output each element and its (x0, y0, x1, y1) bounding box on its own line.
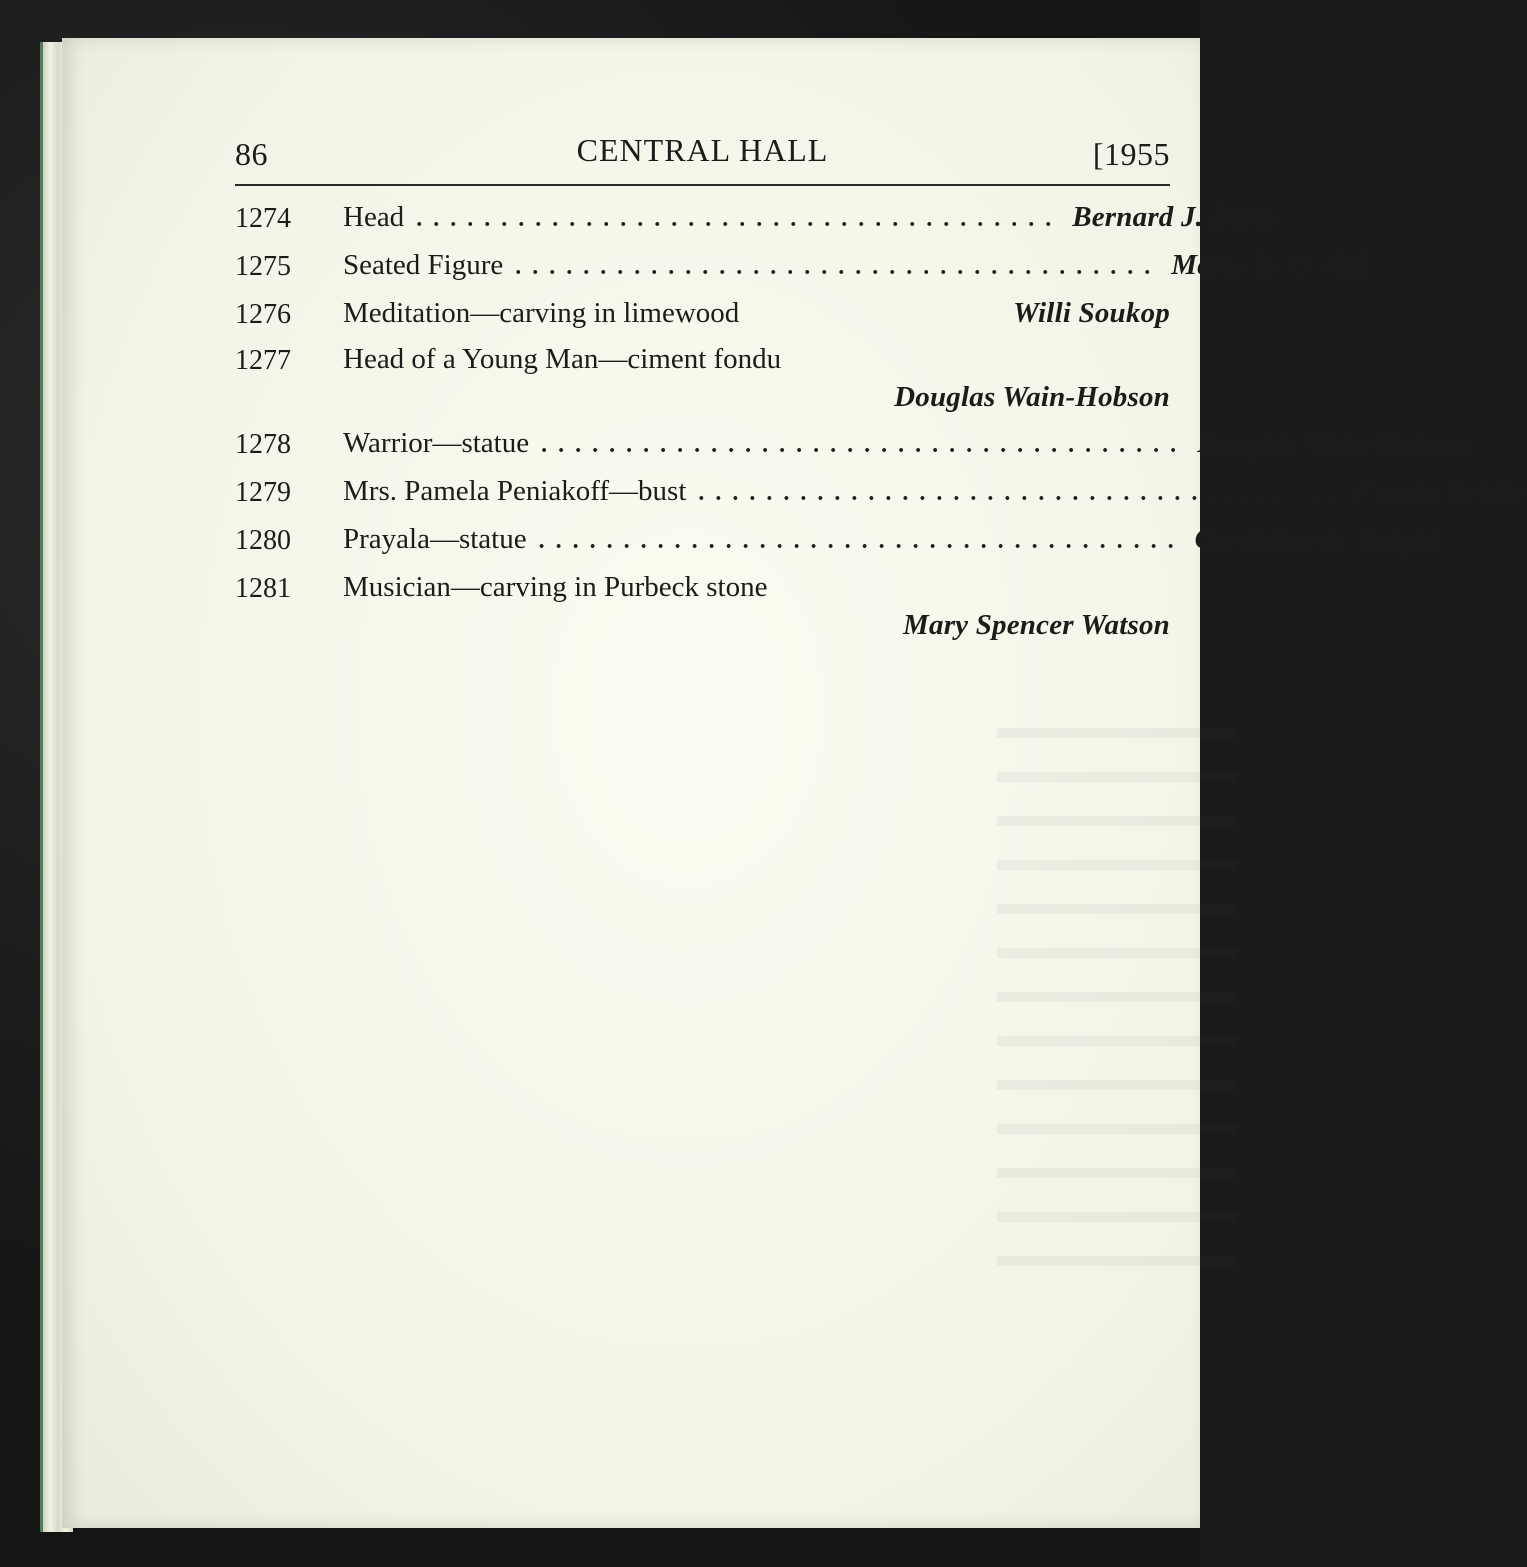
entry-artist: Douglas Wain-Hobson (894, 381, 1170, 413)
entry-title: Mrs. Pamela Peniakoff—bust (343, 475, 687, 507)
catalogue-entry (235, 516, 1440, 564)
entry-title: Meditation—carving in limewood (343, 297, 740, 329)
entry-artist: Marie H. C. Gill (1171, 249, 1371, 281)
entry-number: 1281 (235, 573, 291, 604)
entry-number: 1280 (235, 525, 291, 556)
catalogue-entries (235, 194, 1527, 648)
header-rule (235, 184, 1170, 186)
entry-artist: Bernard J. Davis (1072, 201, 1280, 233)
catalogue-entry (235, 290, 1170, 336)
catalogue-entry (235, 242, 1371, 290)
entry-title: Warrior—statue (343, 427, 530, 459)
entry-number: 1275 (235, 251, 291, 282)
entry-artist: Mary Spencer Watson (903, 609, 1170, 641)
running-head (235, 130, 1170, 178)
entry-number: 1276 (235, 299, 291, 330)
catalogue-entry (235, 564, 1170, 648)
entry-title: Prayala—statue (343, 523, 527, 555)
page-number: 86 (235, 136, 268, 172)
entry-title: Seated Figure (343, 249, 504, 281)
entry-number: 1277 (235, 345, 291, 376)
show-through-text (997, 728, 1237, 1288)
entry-number: 1279 (235, 477, 291, 508)
entry-artist: Geraldine A. Knight (1194, 523, 1440, 555)
dot-leader: ...................................... (698, 480, 1345, 506)
catalogue-entry (235, 336, 1170, 420)
entry-number: 1274 (235, 203, 291, 234)
catalogue-entry (235, 468, 1527, 516)
entry-title: Head (343, 201, 405, 233)
page-content (235, 130, 1527, 648)
dot-leader: ...................................... (541, 432, 1188, 458)
catalogue-year: [1955 (1092, 136, 1170, 172)
entry-artist: Douglas Wain-Hobson (1197, 427, 1473, 459)
entry-number: 1278 (235, 429, 291, 460)
entry-artist: Willi Soukop (1013, 297, 1170, 329)
entry-artist: Franta Belsky (1354, 475, 1527, 507)
catalogue-entry (235, 420, 1473, 468)
dot-leader: ...................................... (538, 528, 1185, 554)
dot-leader: ...................................... (515, 254, 1162, 280)
dot-leader: ...................................... (416, 206, 1063, 232)
section-title: CENTRAL HALL (576, 132, 829, 168)
entry-title: Head of a Young Man—ciment fondu (343, 343, 782, 375)
catalogue-entry (235, 194, 1280, 242)
entry-title: Musician—carving in Purbeck stone (343, 571, 768, 603)
